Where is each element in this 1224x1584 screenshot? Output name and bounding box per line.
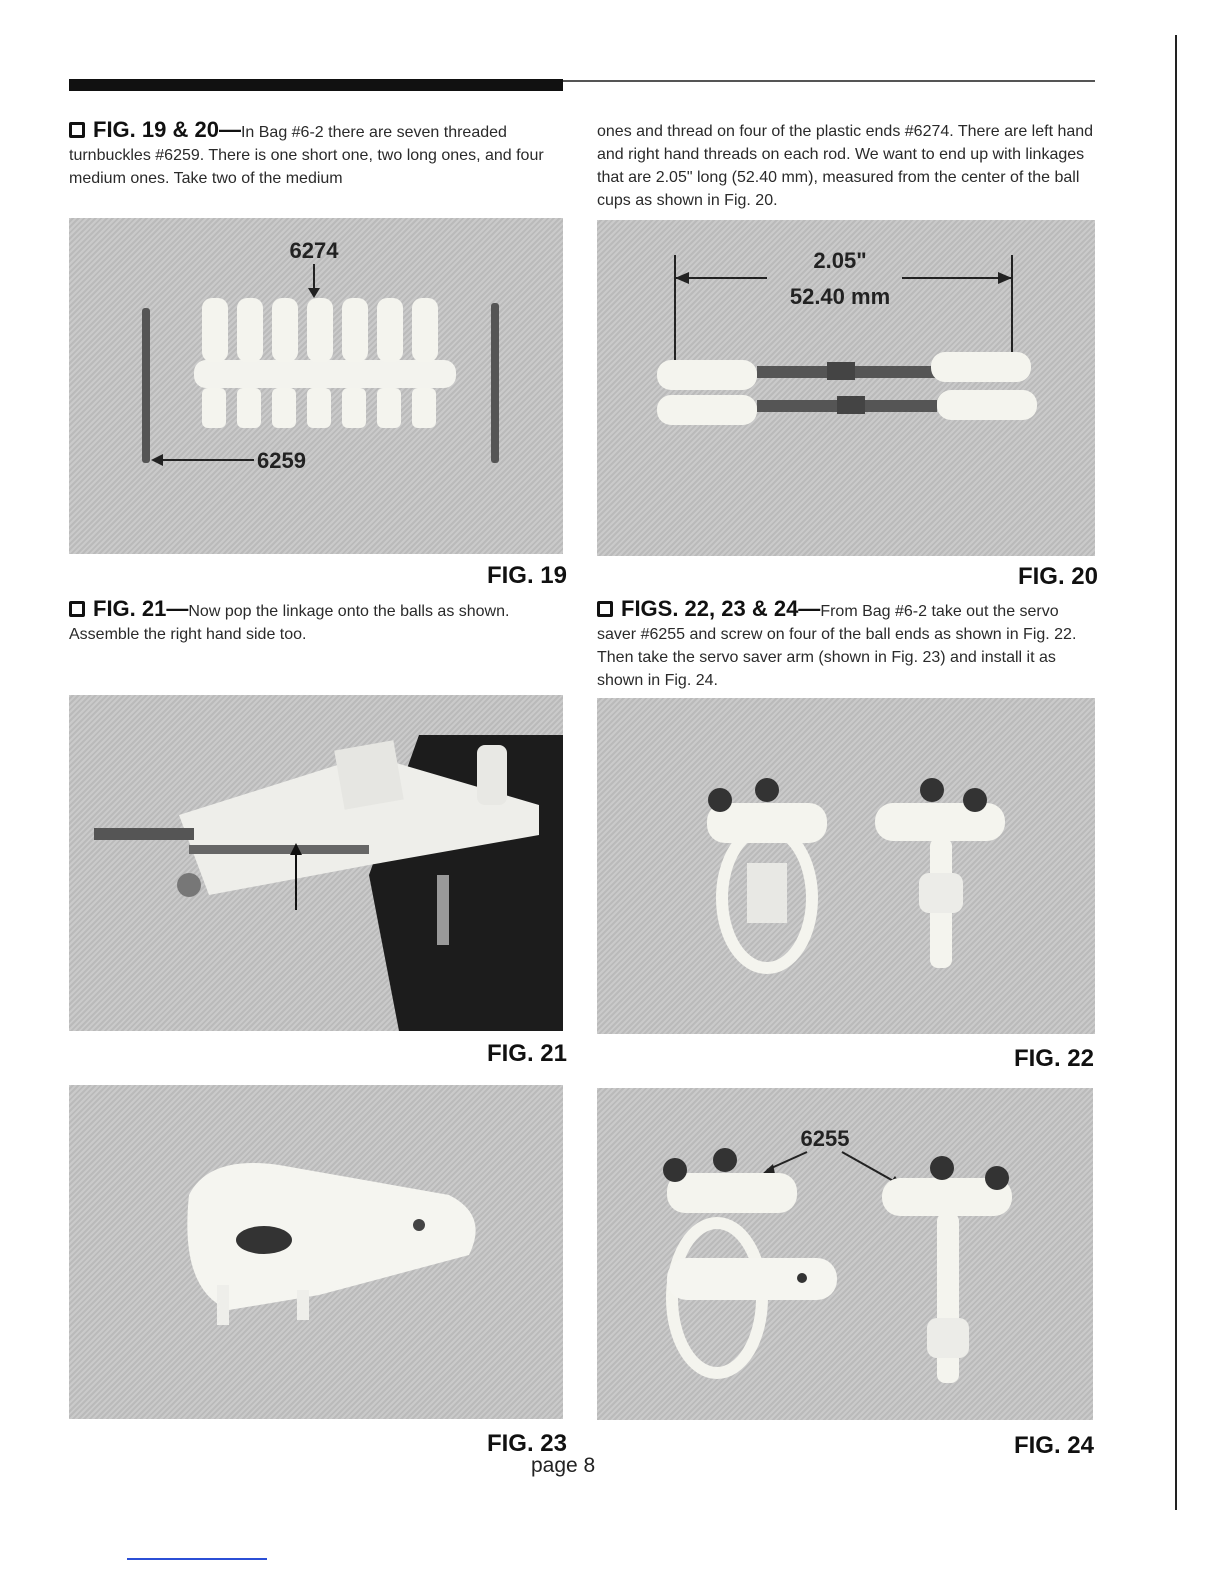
section-text: In Bag #6-2 there are seven threaded turnbuckles #6259. There is one short one, two long ones, and four medium ones. Take two of the medium: [69, 124, 544, 187]
turnbuckle-right: [491, 303, 499, 463]
fig22-caption: FIG. 22: [1013, 1045, 1094, 1072]
fig24-illustration: [597, 1088, 1093, 1420]
section-22-24: [597, 597, 1095, 692]
section-text-continued: ones and thread on four of the plastic ends #6274. There are left hand and right hand threads on each rod. We want to end up with linkages that are 2.05" long (52.40 mm), measured from the center of the ball cups as shown in Fig. 20.: [597, 123, 1094, 209]
page-number: page 8: [531, 1454, 596, 1477]
fig19-label-6274: 6274: [289, 238, 339, 263]
fig19-caption: FIG. 19: [486, 562, 567, 589]
fig23-photo: [69, 1085, 563, 1419]
fig24-photo: [597, 1088, 1093, 1420]
fig20-caption: FIG. 20: [1017, 563, 1098, 590]
fig24-label-6255: 6255: [800, 1126, 850, 1151]
footer-link-line: [127, 1558, 267, 1560]
turnbuckle-left: [142, 308, 150, 463]
linkage-pair: [657, 352, 1037, 425]
section-heading: FIG. 19 & 20—: [93, 117, 241, 142]
fig23-illustration: [69, 1085, 563, 1419]
fig20-illustration: [597, 220, 1095, 556]
fig19-label-6259: 6259: [257, 448, 306, 473]
section-21: [69, 597, 563, 646]
section-text: Now pop the linkage onto the balls as shown. Assemble the right hand side too.: [69, 603, 510, 643]
fig24-caption: FIG. 24: [1013, 1432, 1094, 1459]
page-edge-line: [1175, 35, 1177, 1510]
fig19-photo: [69, 218, 563, 554]
section-heading: FIGS. 22, 23 & 24—: [621, 596, 821, 621]
section-heading: FIG. 21—: [93, 596, 189, 621]
header-rule-thick: [69, 79, 563, 91]
fig20-photo: [597, 220, 1095, 556]
checkbox-icon[interactable]: [69, 601, 85, 617]
fig22-illustration: [597, 698, 1095, 1034]
checkbox-icon[interactable]: [597, 601, 613, 617]
fig20-label-inches: 2.05": [813, 248, 867, 273]
fig22-photo: [597, 698, 1095, 1034]
header-rule-thin: [563, 80, 1095, 82]
fig20-label-mm: 52.40 mm: [789, 284, 891, 309]
section-19-20-right: [597, 120, 1095, 212]
sprue-bar: [194, 360, 456, 388]
fig21-photo: [69, 695, 563, 1031]
fig21-illustration: [69, 695, 563, 1031]
fig23-caption: FIG. 23: [486, 1430, 567, 1457]
fig19-illustration: [69, 218, 563, 554]
checkbox-icon[interactable]: [69, 122, 85, 138]
section-text: From Bag #6-2 take out the servo saver #6255 and screw on four of the ball ends as shown in Fig. 22. Then take the servo saver arm (shown in Fig. 23) and install it as shown in Fig. 24.: [597, 603, 1077, 689]
fig21-caption: FIG. 21: [486, 1040, 567, 1067]
section-19-20-left: [69, 118, 563, 190]
